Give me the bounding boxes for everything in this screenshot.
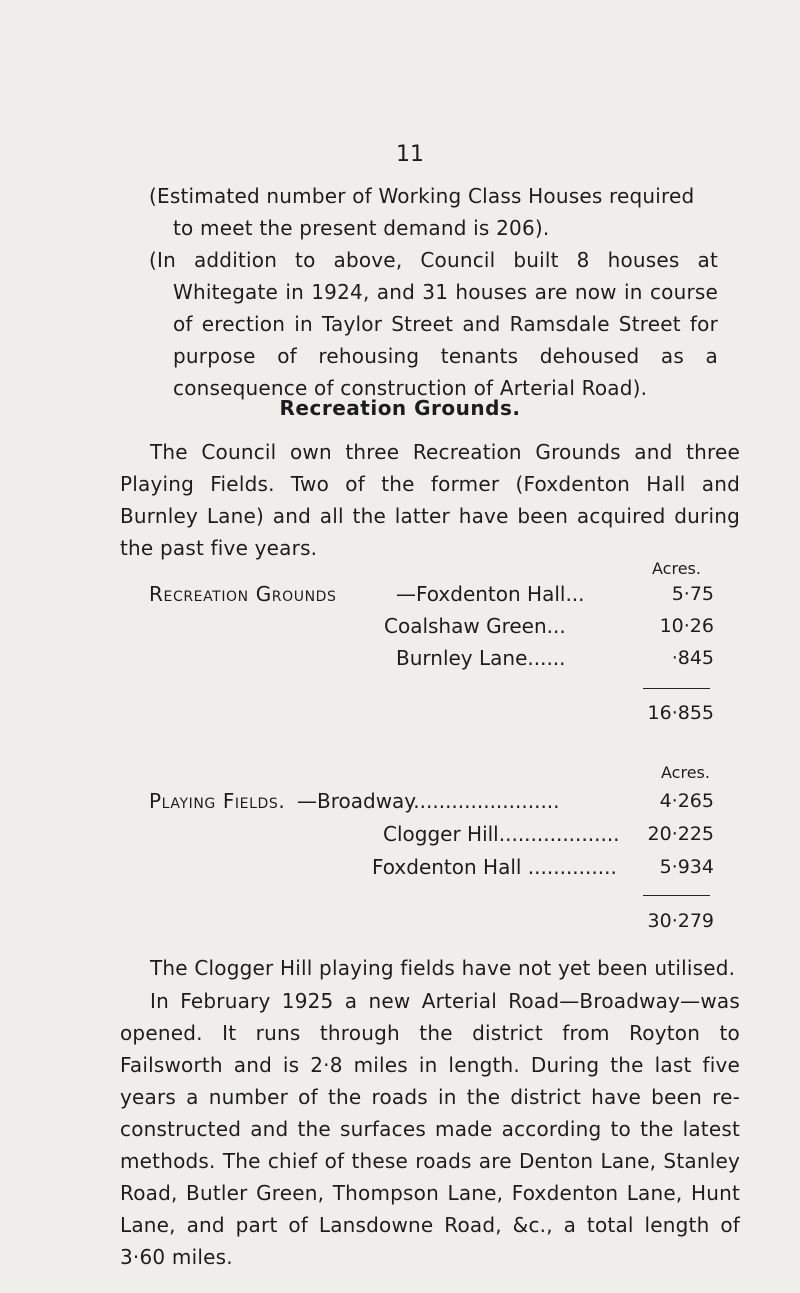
playing-row-value: 20·225 [647,823,714,845]
playing-row-name: Clogger Hill................... [383,822,620,846]
paragraph-addition: (In addition to above, Council built 8 houses at Whitegate in 1924, and 31 houses are now in course of erection in Taylor Street and Ramsdale Street for purpose of rehousing tenants dehoused as a consequence of construction of Arterial Road). [149,248,718,400]
recreation-units-header: Acres. [652,559,701,578]
total-rule [643,895,710,896]
paragraph-arterial-road: In February 1925 a new Arterial Road—Broadway—was opened. It runs through the district from Royton to Failsworth and is 2·8 miles in length. During the last five years a number of the roads in the district have been re-constructed and the surfaces made according to the latest methods. The chief of these roads are Denton Lane, Stanley Road, Butler Green, Thompson Lane, Foxdenton Lane, Hunt Lane, and part of Lansdowne Road, &c., a total length of 3·60 miles. [120,989,740,1269]
paragraph-council: The Council own three Recreation Grounds and three Playing Fields. Two of the former (Foxdenton Hall and Burnley Lane) and all the latter have been acquired during the past five years. [120,440,740,560]
recreation-label: Recreation Grounds [149,582,337,606]
playing-row-name: —Broadway....................... [297,789,560,813]
recreation-row-name: Coalshaw Green... [384,614,566,638]
playing-row-value: 5·934 [659,856,714,878]
playing-label: Playing Fields. [149,789,286,813]
playing-row-value: 4·265 [659,790,714,812]
recreation-row-name: Burnley Lane...... [396,646,566,670]
playing-row-name: Foxdenton Hall .............. [372,855,617,879]
recreation-total: 16·855 [647,702,714,724]
recreation-row-value: 5·75 [671,583,714,605]
recreation-row-value: 10·26 [659,615,714,637]
page-number: 11 [396,142,424,167]
playing-total: 30·279 [647,910,714,932]
recreation-row-value: ·845 [671,647,714,669]
section-heading: Recreation Grounds. [279,396,521,420]
recreation-row-name: —Foxdenton Hall... [396,582,585,606]
paragraph-estimate: (Estimated number of Working Class Houses required to meet the present demand is 206). [149,184,695,240]
total-rule [643,688,710,689]
playing-units-header: Acres. [661,763,710,782]
paragraph-clogger-hill: The Clogger Hill playing fields have not yet been utilised. [150,956,736,980]
